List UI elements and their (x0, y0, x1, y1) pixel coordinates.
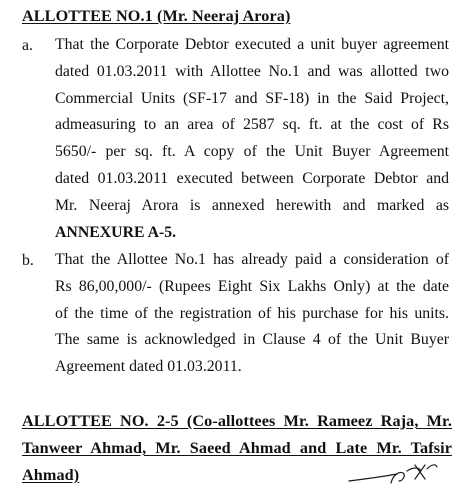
paragraph-line: The same is acknowledged in Clause 4 of the Unit Buyer (55, 331, 449, 349)
annexure-reference: ANNEXURE A-5. (55, 223, 177, 241)
paragraph-line: dated 01.03.2011 executed between Corporate Debtor and (55, 169, 449, 187)
item-marker-b: b. (22, 252, 34, 269)
paragraph-line: of the time of the registration of his purchase for his units. (55, 304, 449, 322)
item-marker-a: a. (22, 37, 33, 54)
paragraph-line: 5650/- per sq. ft. A copy of the Unit Buyer Agreement (55, 143, 449, 161)
paragraph-line: That the Corporate Debtor executed a unit buyer agreement (55, 36, 449, 53)
paragraph-line: Commercial Units (SF-17 and SF-18) in the Said Project, (55, 89, 449, 107)
section-heading-allottees-2-5: ALLOTTEE NO. 2-5 (Co-allottees Mr. Rameez Raja, Mr. Tanweer Ahmad, Mr. Saeed Ahmad and Late Mr. Tafsir Ahmad) (22, 412, 452, 484)
paragraph-line: Agreement dated 01.03.2011. (55, 358, 242, 376)
section-heading-allottee-1: ALLOTTEE NO.1 (Mr. Neeraj Arora) (22, 7, 291, 25)
handwritten-signature (347, 459, 439, 487)
paragraph-line: admeasuring to an area of 2587 sq. ft. at the cost of Rs (55, 116, 449, 134)
paragraph-a (55, 32, 449, 246)
paragraph-line: dated 01.03.2011 with Allottee No.1 and was allotted two (55, 62, 449, 80)
paragraph-line: That the Allottee No.1 has already paid a consideration of (55, 251, 449, 268)
paragraph-line: Rs 86,00,000/- (Rupees Eight Six Lakhs Only) at the date (55, 277, 449, 295)
paragraph-line: Mr. Neeraj Arora is annexed herewith and marked as (55, 196, 449, 214)
paragraph-b (55, 247, 449, 381)
